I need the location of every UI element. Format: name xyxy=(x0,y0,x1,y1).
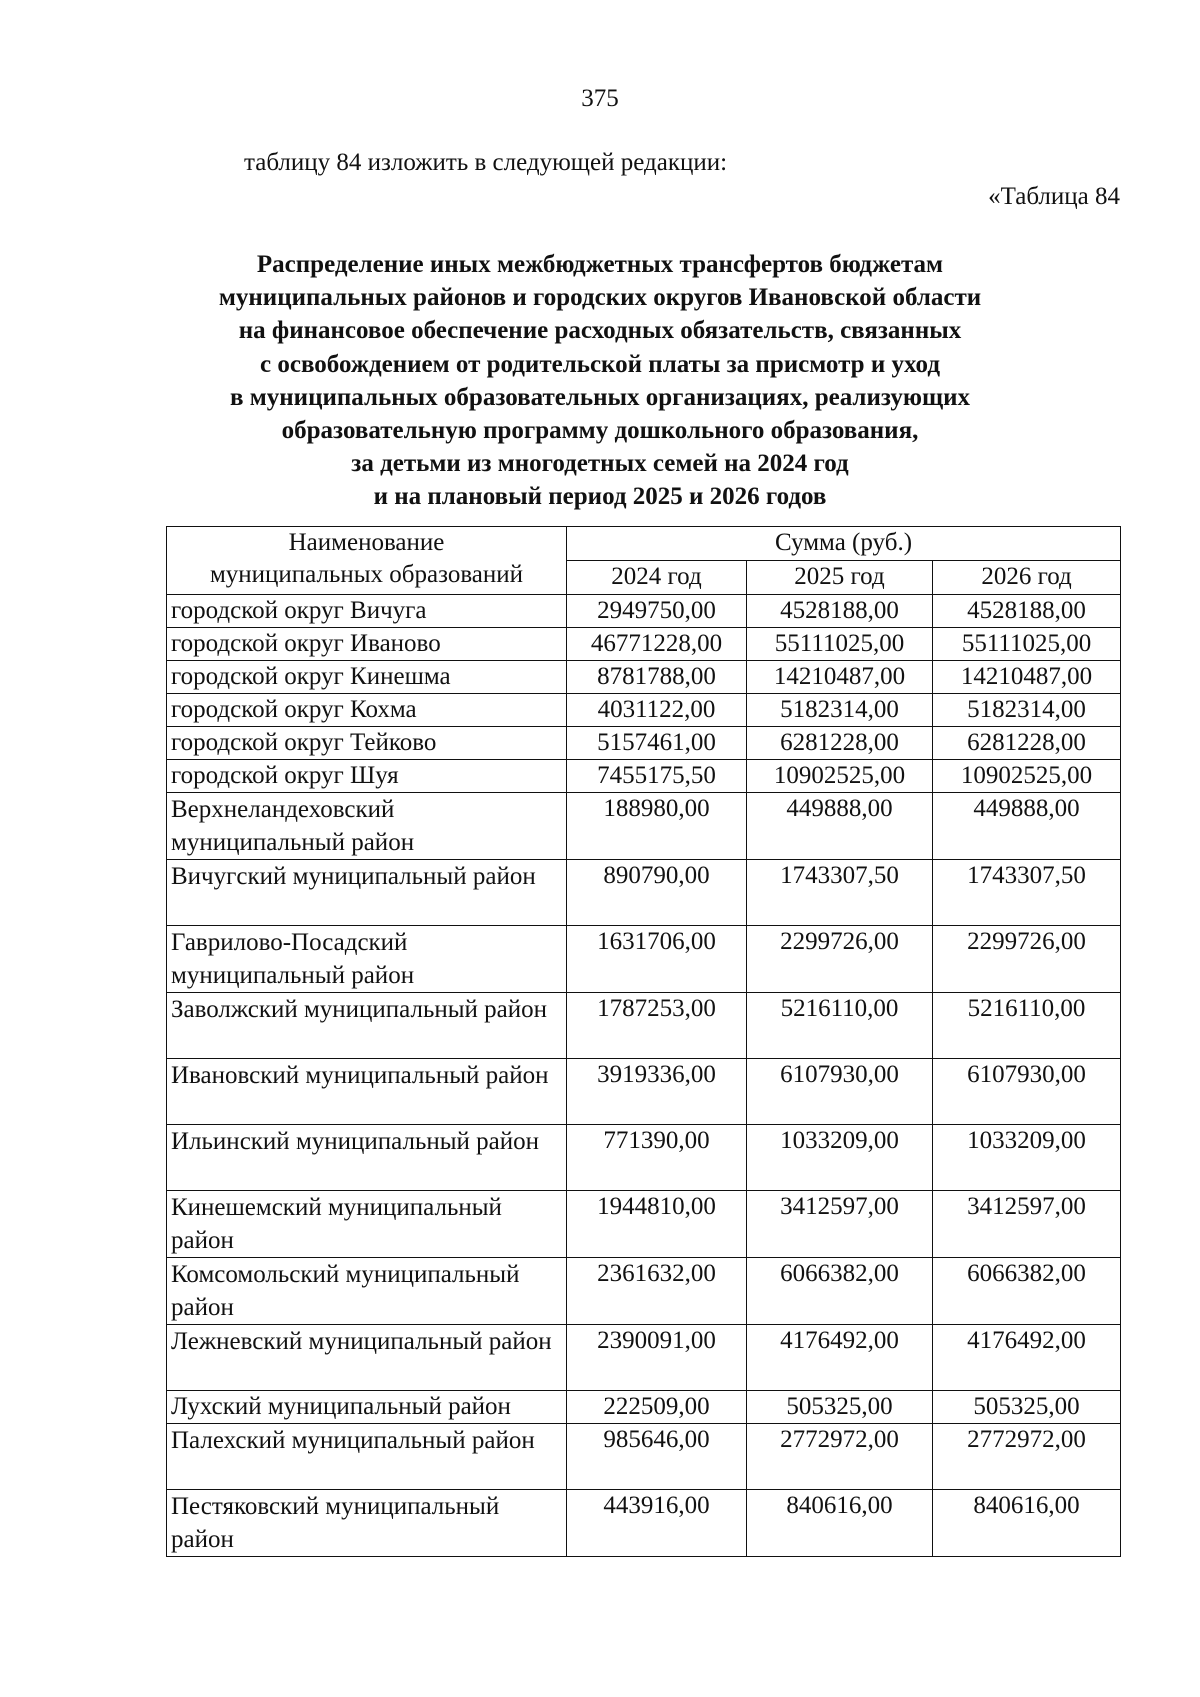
municipality-name: Комсомольский муниципальный район xyxy=(167,1258,567,1325)
amount-2025: 10902525,00 xyxy=(747,760,933,793)
table-row xyxy=(167,595,1121,628)
title-line: Распределение иных межбюджетных трансфертов бюджетам xyxy=(256,251,944,278)
header-name-column xyxy=(167,527,567,595)
amount-2025: 1033209,00 xyxy=(747,1125,933,1191)
amount-2024: 188980,00 xyxy=(567,793,747,860)
amount-2025: 5182314,00 xyxy=(747,694,933,727)
amount-2025: 505325,00 xyxy=(747,1391,933,1424)
amount-2024: 8781788,00 xyxy=(567,661,747,694)
municipality-name: городской округ Шуя xyxy=(167,760,567,793)
amount-2026: 10902525,00 xyxy=(933,760,1121,793)
table-row xyxy=(167,628,1121,661)
amount-2025: 4176492,00 xyxy=(747,1325,933,1391)
table-row xyxy=(167,1125,1121,1191)
municipality-name: городской округ Вичуга xyxy=(167,595,567,628)
intro-text: таблицу 84 изложить в следующей редакции: xyxy=(244,149,728,176)
amount-2025: 449888,00 xyxy=(747,793,933,860)
table-row xyxy=(167,1191,1121,1258)
header-name-line1: Наименование xyxy=(288,529,445,556)
municipality-name: городской округ Кохма xyxy=(167,694,567,727)
municipality-name: городской округ Иваново xyxy=(167,628,567,661)
municipality-name: Кинешемский муниципальный район xyxy=(167,1191,567,1258)
amount-2024: 2949750,00 xyxy=(567,595,747,628)
header-sum: Сумма (руб.) xyxy=(567,527,1121,561)
title-line: в муниципальных образовательных организациях, реализующих xyxy=(229,383,970,411)
table-row xyxy=(167,993,1121,1059)
amount-2025: 5216110,00 xyxy=(747,993,933,1059)
header-year-2026: 2026 год xyxy=(933,561,1121,595)
transfers-table xyxy=(166,526,1121,1557)
amount-2026: 3412597,00 xyxy=(933,1191,1121,1258)
amount-2026: 4176492,00 xyxy=(933,1325,1121,1391)
amount-2024: 1787253,00 xyxy=(567,993,747,1059)
title-line: образовательную программу дошкольного образования, xyxy=(281,417,919,445)
amount-2026: 5216110,00 xyxy=(933,993,1121,1059)
amount-2024: 1631706,00 xyxy=(567,926,747,993)
amount-2024: 5157461,00 xyxy=(567,727,747,760)
amount-2025: 3412597,00 xyxy=(747,1191,933,1258)
municipality-name: Лухский муниципальный район xyxy=(167,1391,567,1424)
table-row xyxy=(167,1391,1121,1424)
municipality-name: Палехский муниципальный район xyxy=(167,1424,567,1490)
amount-2024: 1944810,00 xyxy=(567,1191,747,1258)
amount-2025: 55111025,00 xyxy=(747,628,933,661)
table-row xyxy=(167,760,1121,793)
amount-2026: 505325,00 xyxy=(933,1391,1121,1424)
amount-2025: 2299726,00 xyxy=(747,926,933,993)
title-line: и на плановый период 2025 и 2026 годов xyxy=(373,483,827,511)
title-line: за детьми из многодетных семей на 2024 год xyxy=(351,450,849,478)
amount-2024: 3919336,00 xyxy=(567,1059,747,1125)
table-row xyxy=(167,727,1121,760)
header-year-2025: 2025 год xyxy=(747,561,933,595)
table-row xyxy=(167,860,1121,926)
amount-2025: 6107930,00 xyxy=(747,1059,933,1125)
municipality-name: Заволжский муниципальный район xyxy=(167,993,567,1059)
title-line: с освобождением от родительской платы за присмотр и уход xyxy=(260,350,940,378)
table-row xyxy=(167,661,1121,694)
amount-2025: 1743307,50 xyxy=(747,860,933,926)
amount-2024: 2390091,00 xyxy=(567,1325,747,1391)
table-row xyxy=(167,1424,1121,1490)
amount-2026: 5182314,00 xyxy=(933,694,1121,727)
municipality-name: Верхнеландеховский муниципальный район xyxy=(167,793,567,860)
municipality-name: городской округ Тейково xyxy=(167,727,567,760)
table-row xyxy=(167,1258,1121,1325)
table-row xyxy=(167,1325,1121,1391)
amount-2024: 7455175,50 xyxy=(567,760,747,793)
amount-2024: 222509,00 xyxy=(567,1391,747,1424)
table-label: «Таблица 84 xyxy=(988,183,1120,210)
amount-2026: 2299726,00 xyxy=(933,926,1121,993)
municipality-name: Лежневский муниципальный район xyxy=(167,1325,567,1391)
municipality-name: Ивановский муниципальный район xyxy=(167,1059,567,1125)
amount-2025: 4528188,00 xyxy=(747,595,933,628)
amount-2025: 840616,00 xyxy=(747,1490,933,1557)
amount-2025: 2772972,00 xyxy=(747,1424,933,1490)
amount-2024: 771390,00 xyxy=(567,1125,747,1191)
table-body xyxy=(167,595,1121,1557)
amount-2026: 840616,00 xyxy=(933,1490,1121,1557)
table-title xyxy=(150,248,1050,514)
table-row xyxy=(167,1059,1121,1125)
municipality-name: Ильинский муниципальный район xyxy=(167,1125,567,1191)
amount-2026: 6066382,00 xyxy=(933,1258,1121,1325)
table-row xyxy=(167,926,1121,993)
amount-2024: 890790,00 xyxy=(567,860,747,926)
amount-2025: 6281228,00 xyxy=(747,727,933,760)
header-name-line2: муниципальных образований xyxy=(209,561,524,588)
amount-2026: 2772972,00 xyxy=(933,1424,1121,1490)
header-year-2024: 2024 год xyxy=(567,561,747,595)
table-header xyxy=(167,527,1121,595)
amount-2024: 46771228,00 xyxy=(567,628,747,661)
title-line: на финансовое обеспечение расходных обязательств, связанных xyxy=(238,317,962,345)
municipality-name: Гаврилово-Посадский муниципальный район xyxy=(167,926,567,993)
amount-2026: 6107930,00 xyxy=(933,1059,1121,1125)
amount-2026: 4528188,00 xyxy=(933,595,1121,628)
amount-2024: 443916,00 xyxy=(567,1490,747,1557)
amount-2025: 6066382,00 xyxy=(747,1258,933,1325)
municipality-name: городской округ Кинешма xyxy=(167,661,567,694)
amount-2024: 4031122,00 xyxy=(567,694,747,727)
table-row xyxy=(167,694,1121,727)
amount-2026: 55111025,00 xyxy=(933,628,1121,661)
amount-2026: 1033209,00 xyxy=(933,1125,1121,1191)
municipality-name: Пестяковский муниципальный район xyxy=(167,1490,567,1557)
amount-2025: 14210487,00 xyxy=(747,661,933,694)
page-number: 375 xyxy=(581,85,619,112)
amount-2026: 1743307,50 xyxy=(933,860,1121,926)
table-row xyxy=(167,793,1121,860)
amount-2024: 985646,00 xyxy=(567,1424,747,1490)
title-line: муниципальных районов и городских округов Ивановской области xyxy=(218,284,982,312)
municipality-name: Вичугский муниципальный район xyxy=(167,860,567,926)
amount-2026: 14210487,00 xyxy=(933,661,1121,694)
amount-2024: 2361632,00 xyxy=(567,1258,747,1325)
amount-2026: 449888,00 xyxy=(933,793,1121,860)
amount-2026: 6281228,00 xyxy=(933,727,1121,760)
table-row xyxy=(167,1490,1121,1557)
